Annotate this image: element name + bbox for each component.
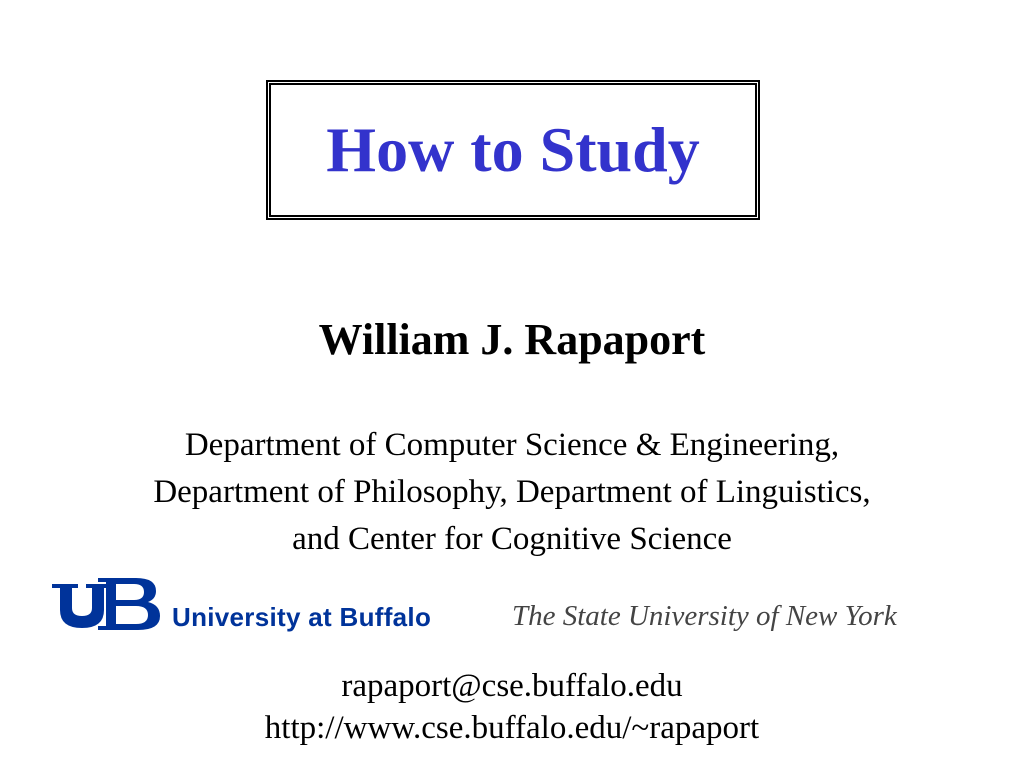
email-text: rapaport@cse.buffalo.edu (341, 668, 683, 704)
title-box (269, 83, 757, 217)
affiliation-line: Department of Computer Science & Engineering, (184, 427, 840, 463)
affiliation (0, 422, 1024, 563)
author-name: William J. Rapaport (318, 315, 706, 364)
contact (0, 665, 1024, 749)
ub-tagline: The State University of New York (512, 600, 897, 632)
ub-logo (52, 578, 952, 634)
ub-name: University at Buffalo (172, 602, 432, 632)
ub-mark-icon (52, 578, 162, 630)
url-text: http://www.cse.buffalo.edu/~rapaport (264, 710, 760, 746)
affiliation-line: Department of Philosophy, Department of Linguistics, (153, 474, 871, 510)
slide-title: How to Study (326, 114, 700, 185)
affiliation-line: and Center for Cognitive Science (292, 521, 732, 557)
